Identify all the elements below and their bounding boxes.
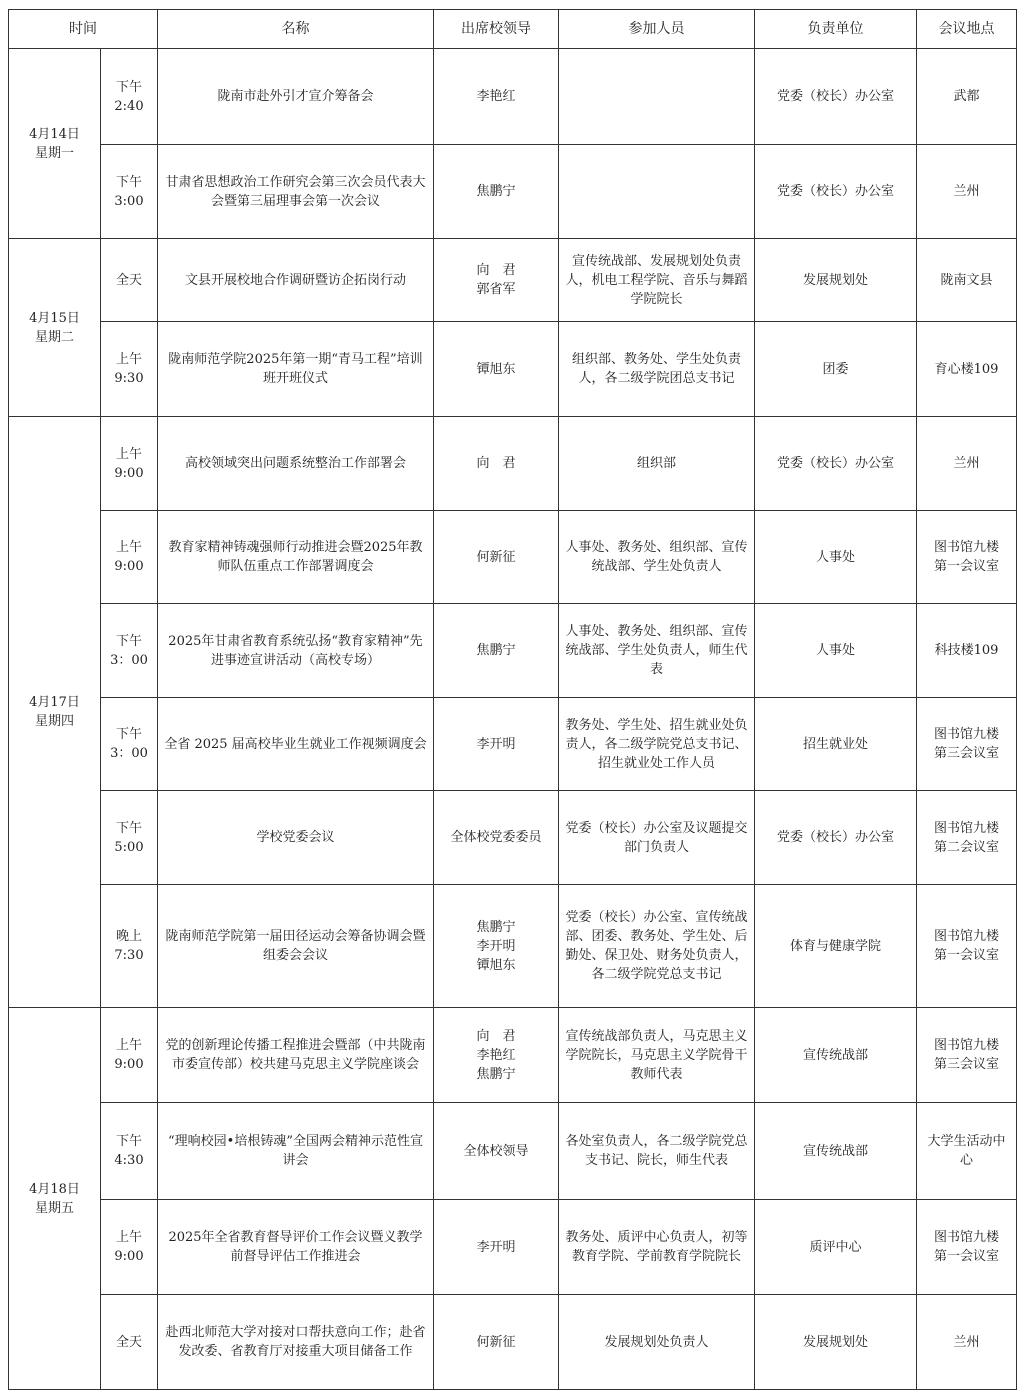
cell-participants: 教务处、质评中心负责人，初等教育学院、学前教育学院院长 (559, 1200, 755, 1295)
cell-name: 学校党委会议 (158, 791, 434, 885)
cell-leader: 李开明 (434, 698, 559, 791)
cell-name: 陇南师范学院第一届田径运动会筹备协调会暨组委会会议 (158, 885, 434, 1008)
cell-name: 文县开展校地合作调研暨访企拓岗行动 (158, 239, 434, 322)
cell-participants: 教务处、学生处、招生就业处负责人，各二级学院党总支书记、招生就业处工作人员 (559, 698, 755, 791)
day-weekday: 星期二 (34, 329, 74, 345)
cell-unit: 党委（校长）办公室 (755, 49, 917, 145)
cell-leader: 李艳红 (434, 49, 559, 145)
cell-participants (559, 145, 755, 239)
cell-participants: 党委（校长）办公室、宣传统战部、团委、教务处、学生处、后勤处、保卫处、财务处负责人，各二级学院党总支书记 (559, 885, 755, 1008)
cell-leader: 焦鹏宁 (434, 145, 559, 239)
cell-leader: 何新征 (434, 511, 559, 604)
cell-location: 兰州 (917, 1295, 1017, 1390)
cell-location: 图书馆九楼 第一会议室 (917, 885, 1017, 1008)
cell-time: 上午 9:30 (101, 322, 158, 417)
cell-time: 上午 9:00 (101, 417, 158, 511)
cell-unit: 党委（校长）办公室 (755, 145, 917, 239)
table-row (9, 239, 1017, 322)
cell-leader: 焦鹏宁 (434, 604, 559, 698)
cell-leader: 何新征 (434, 1295, 559, 1390)
cell-time: 下午 3：00 (101, 604, 158, 698)
cell-leader: 镡旭东 (434, 322, 559, 417)
cell-participants: 党委（校长）办公室及议题提交部门负责人 (559, 791, 755, 885)
cell-location: 育心楼109 (917, 322, 1017, 417)
day-date: 4月15日 (29, 310, 80, 326)
table-row (9, 145, 1017, 239)
cell-participants: 人事处、教务处、组织部、宣传统战部、学生处负责人 (559, 511, 755, 604)
cell-leader: 全体校领导 (434, 1103, 559, 1200)
table-row (9, 511, 1017, 604)
cell-participants: 宣传统战部、发展规划处负责人，机电工程学院、音乐与舞蹈学院院长 (559, 239, 755, 322)
cell-participants: 宣传统战部负责人，马克思主义学院院长，马克思主义学院骨干教师代表 (559, 1008, 755, 1103)
cell-unit: 人事处 (755, 511, 917, 604)
cell-participants (559, 49, 755, 145)
cell-unit: 宣传统战部 (755, 1103, 917, 1200)
cell-leader: 向 君 (434, 417, 559, 511)
cell-time: 下午 3:00 (101, 145, 158, 239)
header-unit: 负责单位 (755, 10, 917, 49)
cell-unit: 人事处 (755, 604, 917, 698)
cell-time: 下午 3：00 (101, 698, 158, 791)
cell-participants: 各处室负责人，各二级学院党总支书记、院长，师生代表 (559, 1103, 755, 1200)
cell-name: “理响校园•培根铸魂”全国两会精神示范性宣讲会 (158, 1103, 434, 1200)
cell-location: 兰州 (917, 417, 1017, 511)
day-date: 4月18日 (29, 1181, 80, 1197)
table-row (9, 604, 1017, 698)
cell-participants: 人事处、教务处、组织部、宣传统战部、学生处负责人，师生代表 (559, 604, 755, 698)
cell-location: 图书馆九楼 第二会议室 (917, 791, 1017, 885)
cell-time: 下午 4:30 (101, 1103, 158, 1200)
cell-time: 下午 5:00 (101, 791, 158, 885)
day-cell (9, 1008, 101, 1390)
cell-name: 陇南市赴外引才宣介筹备会 (158, 49, 434, 145)
cell-unit: 党委（校长）办公室 (755, 417, 917, 511)
day-weekday: 星期五 (34, 1200, 74, 1216)
table-row (9, 698, 1017, 791)
table-row (9, 791, 1017, 885)
header-participants: 参加人员 (559, 10, 755, 49)
cell-name: 陇南师范学院2025年第一期“青马工程”培训班开班仪式 (158, 322, 434, 417)
cell-name: 全省 2025 届高校毕业生就业工作视频调度会 (158, 698, 434, 791)
day-cell (9, 417, 101, 1008)
cell-unit: 宣传统战部 (755, 1008, 917, 1103)
schedule-table (8, 9, 1017, 1390)
table-row (9, 322, 1017, 417)
day-cell (9, 49, 101, 239)
cell-unit: 团委 (755, 322, 917, 417)
cell-leader: 焦鹏宁 李开明 镡旭东 (434, 885, 559, 1008)
cell-location: 图书馆九楼 第一会议室 (917, 511, 1017, 604)
header-leader: 出席校领导 (434, 10, 559, 49)
cell-name: 2025年全省教育督导评价工作会议暨义教学前督导评估工作推进会 (158, 1200, 434, 1295)
cell-leader: 李开明 (434, 1200, 559, 1295)
cell-name: 赴西北师范大学对接对口帮扶意向工作；赴省发改委、省教育厅对接重大项目储备工作 (158, 1295, 434, 1390)
cell-leader: 全体校党委委员 (434, 791, 559, 885)
cell-name: 教育家精神铸魂强师行动推进会暨2025年教师队伍重点工作部署调度会 (158, 511, 434, 604)
table-row (9, 1103, 1017, 1200)
cell-location: 大学生活动中心 (917, 1103, 1017, 1200)
cell-time: 上午 9:00 (101, 1008, 158, 1103)
cell-location: 陇南文县 (917, 239, 1017, 322)
day-date: 4月14日 (29, 126, 80, 142)
table-row (9, 417, 1017, 511)
cell-location: 图书馆九楼 第一会议室 (917, 1200, 1017, 1295)
table-row (9, 1008, 1017, 1103)
cell-time: 晚上 7:30 (101, 885, 158, 1008)
header-location: 会议地点 (917, 10, 1017, 49)
cell-time: 全天 (101, 1295, 158, 1390)
cell-unit: 质评中心 (755, 1200, 917, 1295)
cell-leader: 向 君 郭省军 (434, 239, 559, 322)
cell-name: 党的创新理论传播工程推进会暨部（中共陇南市委宣传部）校共建马克思主义学院座谈会 (158, 1008, 434, 1103)
cell-location: 武都 (917, 49, 1017, 145)
cell-location: 兰州 (917, 145, 1017, 239)
cell-name: 2025年甘肃省教育系统弘扬“教育家精神”先进事迹宣讲活动（高校专场） (158, 604, 434, 698)
header-row (9, 10, 1017, 49)
cell-participants: 组织部 (559, 417, 755, 511)
cell-location: 图书馆九楼 第三会议室 (917, 698, 1017, 791)
cell-time: 下午 2:40 (101, 49, 158, 145)
cell-time: 上午 9:00 (101, 511, 158, 604)
cell-location: 图书馆九楼 第三会议室 (917, 1008, 1017, 1103)
cell-unit: 党委（校长）办公室 (755, 791, 917, 885)
cell-unit: 发展规划处 (755, 239, 917, 322)
day-cell (9, 239, 101, 417)
cell-name: 甘肃省思想政治工作研究会第三次会员代表大会暨第三届理事会第一次会议 (158, 145, 434, 239)
cell-unit: 招生就业处 (755, 698, 917, 791)
table-row (9, 1295, 1017, 1390)
cell-name: 高校领域突出问题系统整治工作部署会 (158, 417, 434, 511)
cell-leader: 向 君 李艳红 焦鹏宁 (434, 1008, 559, 1103)
header-time: 时间 (9, 10, 158, 49)
cell-participants: 发展规划处负责人 (559, 1295, 755, 1390)
cell-unit: 体育与健康学院 (755, 885, 917, 1008)
cell-participants: 组织部、教务处、学生处负责人，各二级学院团总支书记 (559, 322, 755, 417)
table-row (9, 1200, 1017, 1295)
day-weekday: 星期四 (34, 714, 74, 729)
table-row (9, 49, 1017, 145)
day-date: 4月17日 (29, 695, 80, 710)
day-weekday: 星期一 (34, 145, 74, 161)
header-name: 名称 (158, 10, 434, 49)
cell-unit: 发展规划处 (755, 1295, 917, 1390)
table-row (9, 885, 1017, 1008)
cell-location: 科技楼109 (917, 604, 1017, 698)
cell-time: 上午 9:00 (101, 1200, 158, 1295)
cell-time: 全天 (101, 239, 158, 322)
